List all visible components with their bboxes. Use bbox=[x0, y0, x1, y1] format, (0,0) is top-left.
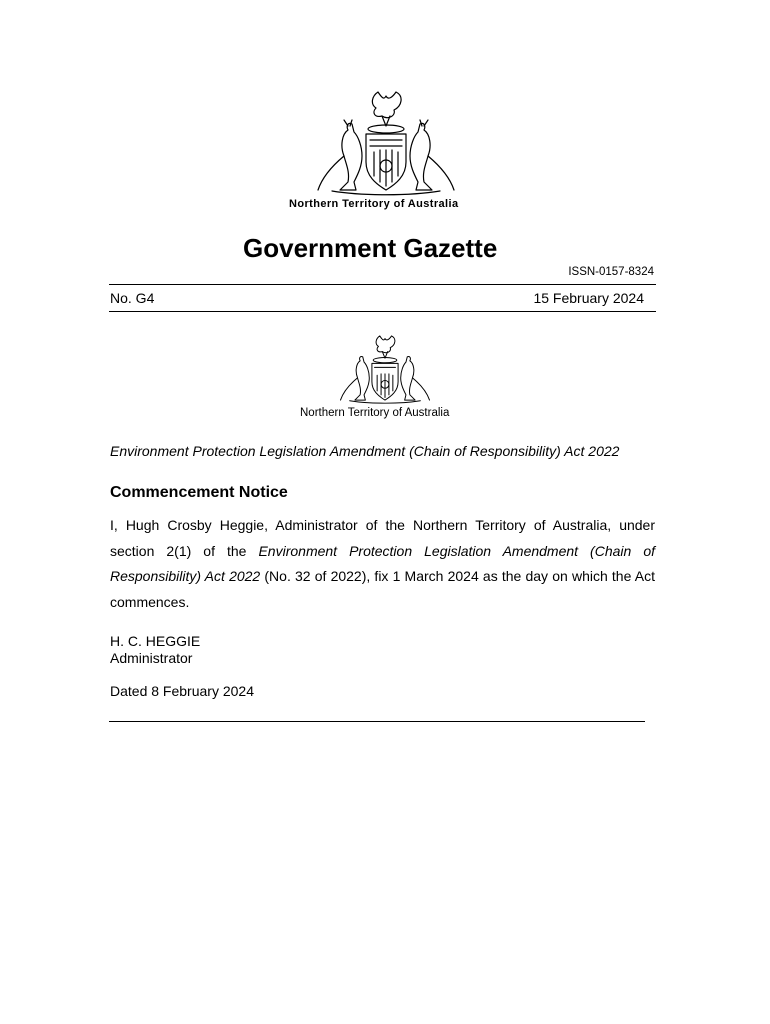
signatory-name: H. C. HEGGIE bbox=[110, 633, 201, 649]
notice-body bbox=[110, 513, 655, 615]
notice-heading: Commencement Notice bbox=[110, 484, 288, 501]
header-rule-bottom bbox=[109, 311, 656, 312]
notice-body-part2: (No. 32 of 2022), fix 1 March 2024 as the day on which the Act commences. bbox=[110, 568, 655, 610]
notice-body-part1: I, Hugh Crosby Heggie, Administrator of the Northern Territory of Australia, under section 2(1) of the bbox=[110, 517, 655, 559]
notice-body-act-name: Environment Protection Legislation Amendment (Chain of Responsibility) Act 2022 bbox=[110, 542, 655, 584]
gazette-title: Government Gazette bbox=[243, 233, 498, 263]
crest-caption-text: Northern Territory of Australia bbox=[289, 198, 459, 210]
end-rule bbox=[109, 721, 645, 722]
issn-number: ISSN-0157-8324 bbox=[568, 266, 654, 278]
issue-date: 15 February 2024 bbox=[533, 290, 644, 306]
issue-number: No. G4 bbox=[110, 290, 155, 306]
header-rule-top bbox=[109, 284, 656, 285]
dated-line: Dated 8 February 2024 bbox=[110, 683, 254, 699]
coat-of-arms-icon bbox=[312, 86, 460, 196]
act-title: Environment Protection Legislation Amendment (Chain of Responsibility) Act 2022 bbox=[110, 443, 620, 459]
coat-of-arms-small-icon bbox=[336, 332, 434, 404]
signatory-role: Administrator bbox=[110, 650, 193, 666]
notice-crest-caption: Northern Territory of Australia bbox=[300, 407, 450, 419]
